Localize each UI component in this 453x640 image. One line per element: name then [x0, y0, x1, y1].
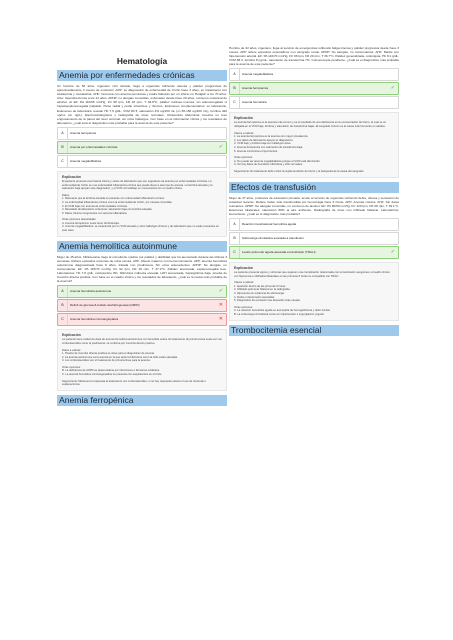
question-text: Hombre de 32 años, ingeniero, llega al servicio de emergencias refiriendo fatiga intensa y palidez progresiva desde hace 3 meses. APP refiere episodios esporádicos con sangrado rectal. APNP: No alergias, no toxicomanías. AHF: Madre con hipertensión arterial. EF: PA 110/70 mmHg, FC 96 lpm, FR 20 rpm, T 36.7°C. Palidez generalizada, coiloniquia. Hb 8.1 g/dL, VCM 68 fl, ferritina 8 ng/mL, saturación de transferrina 7%. Colonoscopía pendiente. ¿Cuál es el diagnóstico más probable para la anemia de este paciente? [229, 46, 399, 67]
list-item: 1. Prueba de Coombs directa positiva es clave para el diagnóstico de anemia. [62, 352, 155, 356]
option-letter: C [58, 314, 68, 325]
question-text: Mujer de 45 años, bibliotecaria, llega al consultorio médico por palidez y debilidad que ha aumentado durante las últimas 3 semanas. Refiere episodios recientes de orina oscura. AHF: Abuelo materno con hemocromatosis. APP: anemia hemolítica autoinmune diagnosticada hace 5 años, tratada con prednisona. Sin otros antecedentes. APNP: No alergias, no toxicomanías. EF: PA 115/70 mmHg, FC 92 lpm, FR 18 rpm, T 37.2°C. Palidez acentuada, esplenomegalia leve. Laboratorios: Hb 7.8 g/dL, reticulocitos 8%, bilirrubina indirecta elevada, LDH aumentada, haptoglobina baja, prueba de Coombs directa positiva. Con base en el cuadro clínico y los resultados de laboratorio, ¿cuál es la causa más probable de la anemia? [57, 254, 227, 284]
option-text: Anemia por enfermedades crónicas [70, 144, 118, 149]
answer-option[interactable] [229, 246, 399, 259]
list-item: 1. Aparición dentro de las primeras 6 horas. [234, 284, 286, 288]
option-text: Déficit de glucosa-6-fosfato deshidrogenasa (G6PD) [70, 303, 140, 308]
answer-option[interactable] [229, 68, 399, 81]
list-item: 3. Hipoxemia sin evidencia de sobrecarga. [234, 292, 285, 296]
list-item: B. La deficiencia de G6PD se desencadena por infecciones o fármacos oxidantes. [62, 369, 160, 373]
list-item: A. La reacción hemolítica aguda se acompaña de hemoglobinuria y dolor lumbar. [234, 309, 331, 313]
list-item: 1. La anemia ferropénica es la anemia con mayor prevalencia. [234, 135, 309, 139]
check-icon: ✓ [218, 288, 223, 295]
page-title: Hematología [116, 56, 168, 66]
note-text: Seguimiento: El tratamiento debe incluir la suplementación de hierro y la búsqueda de la causa del sangrado. [234, 170, 365, 173]
option-letter: A [230, 219, 240, 230]
option-text: Anemia ferropénica [70, 130, 97, 135]
list-item: 3. VCM bajo y ferritina baja son hallazgos clave. [234, 142, 292, 146]
list-item: 1. Relevante que la ferritina elevada en paciente con enfermedad inflamatoria crónica. [62, 197, 165, 201]
option-letter: A [58, 128, 68, 139]
answer-option[interactable] [229, 82, 399, 95]
wrong-title: Otras opciones: [234, 305, 253, 309]
option-letter: C [230, 247, 240, 258]
right-column [229, 46, 399, 339]
explanation-box [57, 329, 227, 391]
list-item: 2. Los datos de laboratorio apoyan el diagnóstico. [234, 138, 294, 142]
explanation-text: La paciente presenta signos y síntomas que sugieren una complicación relacionada con la transfusión sanguínea; el cuadro clínico con hipoxemia e infiltrados bilaterales en las primeras 6 horas es compatible con TRALI. [234, 271, 390, 278]
question-text: Mujer de 47 años, profesora de educación primaria, acude al servicio de urgencias refiriendo fiebre, disnea y sensación de ansiedad reciente. Refiere haber sido transfundida por hemorragia hace 6 horas. APP: Anemia crónica. AHF: Sin datos relevantes. APNP: No alergias conocidas, no consumo de alcohol. EF: PA 90/60 mmHg, FC 120 lpm, FR 28 rpm, T 39.1°C. Estertores bilaterales, saturación 86% al aire ambiente. Radiografía de tórax con infiltrado bilateral. Laboratorios: leucocitosis. ¿Cuál es el diagnóstico más probable? [229, 195, 399, 216]
list-item: 2. La anemia autoinmune es la anemia en la que tanto la bilirrubina como la LDH están elevadas. [62, 355, 178, 359]
option-letter: B [58, 300, 68, 311]
option-letter: C [230, 97, 240, 108]
list-item: A. No puede ser anemia megaloblástica porque el VCM está disminuido. [234, 159, 321, 163]
list-item: 2. Infiltrado pulmonar bilateral en la radiografía. [234, 288, 291, 292]
section-title-chronic-anemia: Anemia por enfermedades crónicas [57, 70, 227, 81]
cross-icon: ✕ [218, 302, 223, 309]
check-icon: ✓ [218, 143, 223, 150]
list-item: C. La anemia hemolítica microangiopática se presenta con esquistocitos en el frotis. [62, 373, 163, 377]
list-title: Claves a valorar: [234, 281, 255, 285]
list-item: 5. Anemia microcítica e hipocrómica. [234, 149, 278, 153]
list-item: C. No hay datos de hemólisis: bilirrubina y LDH normales. [234, 163, 303, 167]
answer-option[interactable] [229, 218, 399, 231]
list-item: 4. Resultado de laboratorio coherente: saturación baja con ferritina elevada. [62, 208, 153, 212]
list-item: 3. Los corticosteroides son el tratamiento de primera línea para la anemia. [62, 359, 151, 363]
explanation-text: La anemia ferropénica es la anemia más común y es el resultado de una deficiencia en la concentración de hierro, la cual se ve reflejada en el VCM bajo, ferritina y saturación de transferrina bajas. El sangrado crónico es la causa más frecuente en adultos. [234, 121, 386, 129]
option-letter: B [58, 142, 68, 153]
option-text: Anemia megaloblástica [70, 158, 102, 163]
section-title-transfusion: Efectos de transfusión [229, 182, 399, 193]
options-list [229, 218, 399, 259]
option-letter: B [230, 233, 240, 244]
explanation-title: Explicación [62, 333, 81, 338]
option-text: Anemia megaloblástica [242, 72, 274, 77]
list-title: Claves a valorar: [234, 131, 255, 135]
left-column [57, 0, 227, 409]
option-text: Anemia hemolítica [242, 100, 267, 105]
check-icon: ✓ [390, 249, 395, 256]
option-letter: B [230, 83, 240, 94]
list-item: 4. Fiebre e hipotensión asociadas. [234, 295, 275, 299]
wrong-title: Otras opciones: [234, 156, 253, 160]
answer-option[interactable] [229, 96, 399, 109]
list-title: Datos a valorar: [62, 348, 81, 352]
explanation-box [229, 262, 399, 321]
option-text: Anemia ferropénica [242, 86, 269, 91]
options-list [57, 285, 227, 326]
list-item: B. La sobrecarga circulatoria cursa con hipertensión e ingurgitación yugular. [234, 313, 325, 316]
option-text: Lesión pulmonar aguda asociada a transfusión (TRALI) [242, 250, 316, 255]
cross-icon: ✕ [218, 316, 223, 323]
explanation-box [57, 171, 227, 237]
answer-option[interactable] [57, 299, 227, 312]
explanation-title: Explicación [234, 116, 253, 121]
check-icon: ✓ [390, 85, 395, 92]
wrong-title: Otras opciones descartadas: [62, 218, 97, 222]
option-letter: A [230, 69, 240, 80]
explanation-box [229, 112, 399, 177]
list-item: C. Anemia megaloblástica: se caracteriza por un VCM elevado y otros hallazgos clínicos y de laboratorio que no están presentes en este caso. [62, 225, 220, 233]
answer-option[interactable] [57, 155, 227, 168]
list-title: Datos: [62, 193, 70, 197]
answer-option[interactable] [229, 232, 399, 245]
answer-option[interactable] [57, 285, 227, 298]
option-letter: C [58, 156, 68, 167]
option-letter: A [58, 286, 68, 297]
explanation-title: Explicación [62, 174, 81, 179]
options-list [229, 68, 399, 109]
list-item: 5. Diagnóstico de exclusión tras descartar otras causas. [234, 299, 301, 303]
option-text: Sobrecarga circulatoria asociada a transfusión [242, 236, 304, 241]
question-text: Un hombre de 56 años, ingeniero civil retirado, llega a urgencias refiriendo astenia y palidez progresivas de aproximadamente 4 meses de evolución. APP: se diagnosticó de enfermedad de Crohn hace 3 años, en tratamiento con azatioprina y mesalazina. AHF: hermana con anemia perniciosa y padre fallecido por un infarto no Hodgkin a los 70 años. AGo: Apendicectomía a los 12 años. APNP: no alergias conocidas, exfumador desde hace 20 años, consumo ocasional de alcohol. At EF: PA 110/65 mmHg, FC 98 lpm, FR 18 rpm, T 36.8°C; palidez cutáneo-mucosa, sin adenomegalias ni hepatoesplenomegalia palpable. Pulso radial y pedio simétricos y rítmicos. Exámenes complementarios: en laboratorio, Exámenes de laboratorio revelan Hb 7.5 g/dL, VCM 80 fl, saturación 4% ug/100 mL (vn 50-150 ug/100 mL), ferritina 320 ng/mL (vn ug/L). Electrocardiograma y radiografía de tórax normales. Ultrasonido abdominal muestra un leve engrosamiento de la pared del íleon terminal, sin otros hallazgos. Con base en la información clínica y los resultados de laboratorio, ¿cuál será el diagnóstico más probable para la anemia de este paciente? [57, 84, 227, 125]
section-title-iron-deficiency: Anemia ferropénica [57, 395, 227, 406]
answer-option[interactable] [57, 141, 227, 154]
section-title-essential-thrombocythemia: Trombocitemia esencial [229, 325, 399, 336]
explanation-text: El paciente presenta una historia clínica y varios de laboratorio que son sugestivos de anemia por enfermedades crónicas. La enfermedad de Crohn es una enfermedad inflamatoria crónica que puede llevar a este tipo de anemia. La ferritina elevada y la saturación baja apoyan este diagnóstico, y el VCM normal/bajo en consonancia con el cuadro clínico. [62, 179, 213, 191]
list-item: 4. Anemia ferropénica con saturación de transferrina baja. [234, 146, 304, 150]
note-text: Seguimiento: Mantener la respuesta al tratamiento con corticosteroides; si no hay respuesta valorar el uso de rituximab o esplenectomía. [62, 379, 207, 387]
list-item: 3. El VCM bajo con anemia de enfermedades crónicas. [62, 204, 128, 208]
wrong-title: Otras opciones: [62, 365, 81, 369]
options-list [57, 127, 227, 168]
option-text: Anemia hemolítica microangiopática [70, 317, 119, 322]
explanation-text: La paciente tiene evidencia clara de anemia hemolítica autoinmune con hemólisis activa. El tratamiento de primera línea suele ser con corticosteroides como la prednisona; se confirma por Coombs directo positivo. [62, 338, 222, 345]
option-text: Anemia hemolítica autoinmune [70, 289, 112, 294]
explanation-title: Explicación [234, 266, 253, 271]
list-item: 5. Datos clínicos congruentes con anemia inflamatoria. [62, 211, 128, 215]
answer-option[interactable] [57, 127, 227, 140]
option-text: Reacción transfusional hemolítica aguda [242, 222, 297, 227]
answer-option[interactable] [57, 313, 227, 326]
section-title-autoimmune-hemolytic: Anemia hemolítica autoinmune [57, 241, 227, 252]
list-item: 2. La enfermedad inflamatoria crónica como la enfermedad de Crohn, por causas conocidas. [62, 200, 173, 204]
list-item: A. Anemia ferropénica: suele tener ferritina baja. [62, 221, 120, 225]
